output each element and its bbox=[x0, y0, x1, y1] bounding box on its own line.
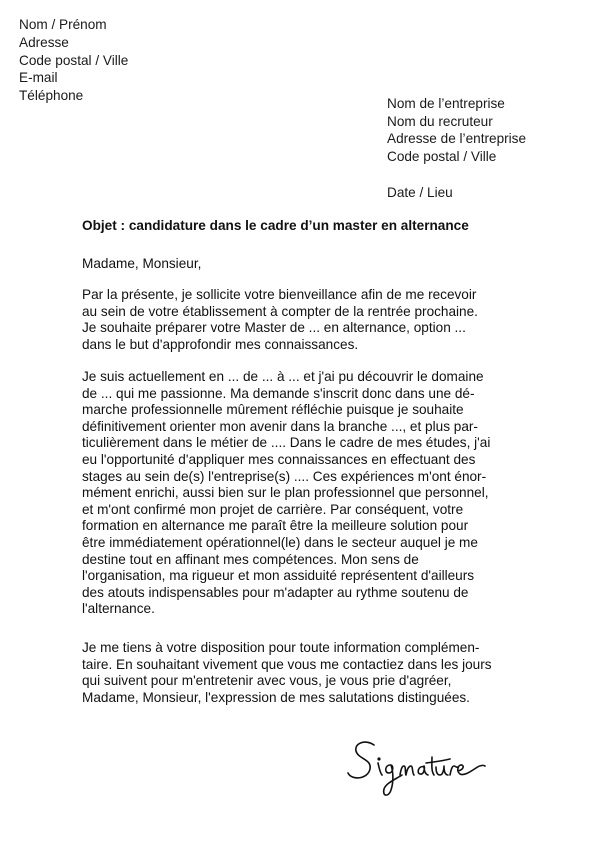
paragraph-line: qui suivent pour m'entretenir avec vous, je vous prie d'agréer, bbox=[82, 673, 452, 689]
paragraph-line: eu l'opportunité d'appliquer mes connaissances en effectuant des bbox=[82, 451, 476, 467]
recipient-block bbox=[387, 95, 526, 165]
sender-block bbox=[19, 16, 128, 105]
paragraph-1 bbox=[82, 287, 478, 353]
sender-name: Nom / Prénom bbox=[19, 17, 107, 32]
paragraph-line: Madame, Monsieur, l'expression de mes salutations distinguées. bbox=[82, 689, 470, 705]
paragraph-line: au sein de votre établissement à compter de la rentrée prochaine. bbox=[82, 303, 478, 319]
paragraph-line: formation en alternance me paraît être la meilleure solution pour bbox=[82, 518, 469, 534]
paragraph-line: de ... qui me passionne. Ma demande s'inscrit donc dans une dé- bbox=[82, 385, 475, 401]
recipient-address: Adresse de l’entreprise bbox=[387, 131, 527, 147]
paragraph-line: et m'ont confirmé mon projet de carrière. Par conséquent, votre bbox=[82, 501, 464, 517]
paragraph-line: être immédiatement opérationnel(le) dans le secteur auquel je me bbox=[82, 534, 478, 550]
paragraph-2 bbox=[82, 369, 490, 618]
paragraph-line: l'alternance. bbox=[82, 601, 155, 617]
paragraph-line: des atouts indispensables pour m'adapter au rythme soutenu de bbox=[82, 584, 469, 600]
paragraph-line: taire. En souhaitant vivement que vous me contactiez dans les jours bbox=[82, 656, 492, 672]
paragraph-line: Je me tiens à votre disposition pour toute information complémen- bbox=[82, 640, 480, 655]
date-place: Date / Lieu bbox=[387, 185, 453, 200]
recipient-company: Nom de l’entreprise bbox=[387, 96, 505, 111]
sender-address: Adresse bbox=[19, 34, 69, 50]
sender-postal-city: Code postal / Ville bbox=[19, 52, 129, 68]
paragraph-3 bbox=[82, 640, 492, 706]
paragraph-line: stages au sein de(s) l'entreprise(s) .... Ces expériences m'ont énor- bbox=[82, 468, 487, 484]
paragraph-line: Par la présente, je sollicite votre bienveillance afin de me recevoir bbox=[82, 287, 477, 302]
paragraph-line: marche professionnelle mûrement réfléchie puisque je souhaite bbox=[82, 402, 464, 418]
letter-subject: Objet : candidature dans le cadre d’un master en alternance bbox=[82, 218, 469, 233]
paragraph-line: ticulièrement dans le métier de .... Dans le cadre de mes études, j'ai bbox=[82, 435, 491, 451]
salutation: Madame, Monsieur, bbox=[82, 256, 202, 271]
paragraph-line: Je suis actuellement en ... de ... à ... et j'ai pu découvrir le domaine bbox=[82, 369, 484, 384]
paragraph-line: dans le but d'approfondir mes connaissances. bbox=[82, 336, 359, 352]
paragraph-line: mément enrichi, aussi bien sur le plan professionnel que personnel, bbox=[82, 485, 489, 501]
recipient-postal-city: Code postal / Ville bbox=[387, 148, 497, 164]
handwritten-signature bbox=[344, 735, 489, 805]
paragraph-line: Je souhaite préparer votre Master de ... en alternance, option ... bbox=[82, 320, 466, 336]
paragraph-line: définitivement orienter mon avenir dans la branche ..., et plus par- bbox=[82, 418, 478, 434]
recipient-recruiter: Nom du recruteur bbox=[387, 113, 493, 129]
paragraph-line: destine tout en affinant mes compétences. Mon sens de bbox=[82, 551, 419, 567]
sender-phone: Téléphone bbox=[19, 88, 84, 104]
paragraph-line: l'organisation, ma rigueur et mon assiduité représentent d'ailleurs bbox=[82, 568, 475, 584]
sender-email: E-mail bbox=[19, 70, 58, 86]
